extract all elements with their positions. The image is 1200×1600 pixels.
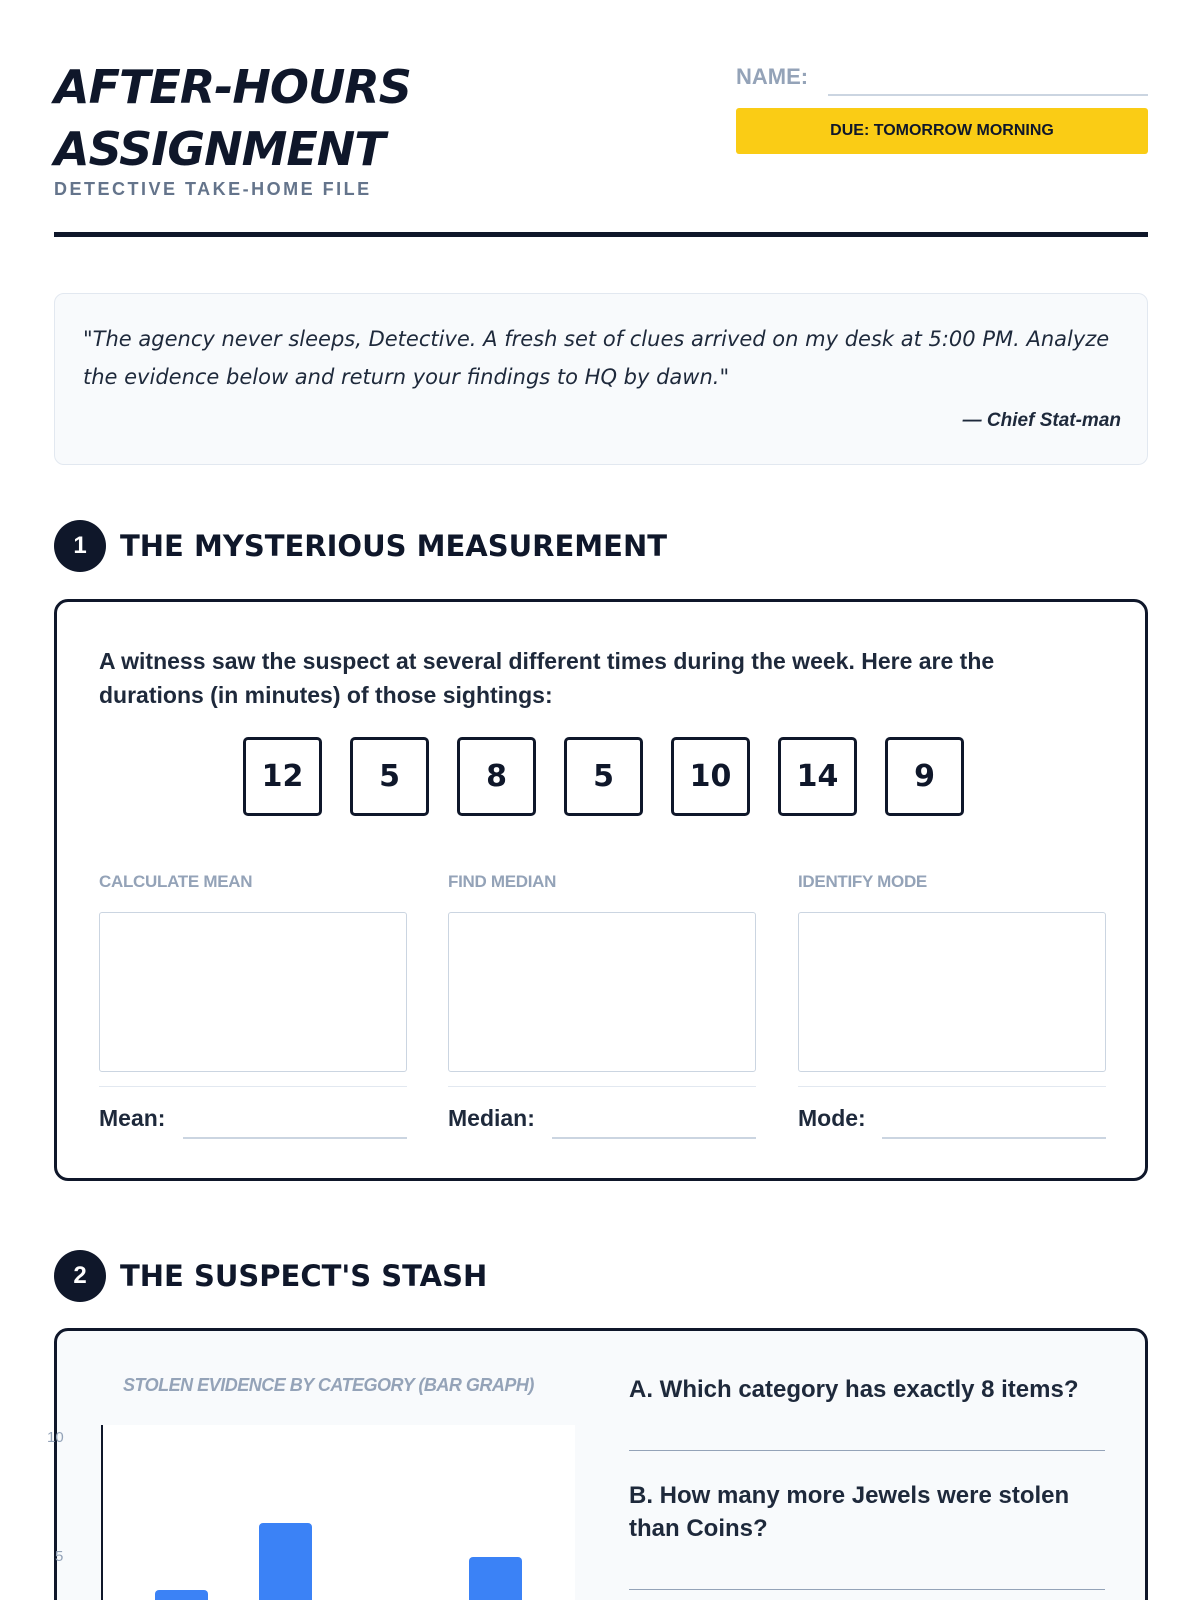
y-tick-label: 5 (55, 1548, 64, 1565)
median-answer-label: Median: (448, 1105, 535, 1131)
data-value-tile: 10 (671, 737, 750, 816)
section-2-card (47, 1328, 1148, 1600)
name-field[interactable] (736, 60, 1148, 94)
section-2-title: THE SUSPECT'S STASH (120, 1259, 488, 1293)
mode-answer-label: Mode: (798, 1105, 866, 1131)
median-work-area[interactable] (448, 912, 756, 1072)
mode-answer-row (798, 1105, 1106, 1139)
page-title (54, 56, 614, 180)
section-2-number: 2 (54, 1250, 106, 1302)
section-1-prompt: A witness saw the suspect at several different times during the week. Here are the durations (in minutes) of those sightings: (99, 648, 995, 708)
y-tick-label: 10 (47, 1429, 64, 1446)
divider (448, 1086, 756, 1087)
name-label: NAME: (736, 64, 809, 89)
data-value-tile: 14 (778, 737, 857, 816)
name-input-line[interactable] (828, 94, 1148, 96)
section-1-card (54, 599, 1148, 1181)
question-b-answer-line[interactable] (629, 1589, 1105, 1590)
mean-task-label: CALCULATE MEAN (99, 872, 253, 891)
mode-column (798, 872, 1106, 1139)
mean-answer-line[interactable] (183, 1137, 407, 1139)
section-1-number: 1 (54, 520, 106, 572)
header-divider (54, 232, 1148, 237)
data-value-tile: 12 (243, 737, 322, 816)
chart-bar (469, 1557, 522, 1600)
title-line-1: AFTER-HOURS (54, 60, 411, 114)
section-1-title: THE MYSTERIOUS MEASUREMENT (120, 529, 668, 563)
chief-quote-box (54, 293, 1148, 465)
quote-attribution: — Chief Stat-man (962, 410, 1121, 431)
mean-work-area[interactable] (99, 912, 407, 1072)
question-a: A. Which category has exactly 8 items? (629, 1376, 1079, 1403)
chart-y-axis (101, 1425, 103, 1600)
quote-text: "The agency never sleeps, Detective. A fresh set of clues arrived on my desk at 5:00 PM. Analyze the evidence below and return your findings to HQ by dawn." (83, 327, 1110, 389)
mode-work-area[interactable] (798, 912, 1106, 1072)
mean-answer-row (99, 1105, 407, 1139)
data-value-tile: 9 (885, 737, 964, 816)
title-line-2: ASSIGNMENT (54, 122, 385, 176)
page-header (54, 56, 1148, 241)
question-b: B. How many more Jewels were stolen than Coins? (629, 1482, 1070, 1542)
divider (99, 1086, 407, 1087)
data-value-tile: 5 (350, 737, 429, 816)
section-2-heading (54, 1250, 487, 1302)
mode-task-label: IDENTIFY MODE (798, 872, 927, 891)
data-value-tile: 8 (457, 737, 536, 816)
chart-bar (155, 1590, 208, 1600)
chart-bar (259, 1523, 312, 1600)
question-a-answer-line[interactable] (629, 1450, 1105, 1451)
mean-answer-label: Mean: (99, 1105, 166, 1131)
median-column (448, 872, 756, 1139)
median-task-label: FIND MEDIAN (448, 872, 557, 891)
median-answer-line[interactable] (552, 1137, 756, 1139)
page-subtitle: DETECTIVE TAKE-HOME FILE (54, 179, 372, 199)
section-1-heading (54, 520, 667, 572)
mode-answer-line[interactable] (882, 1137, 1106, 1139)
data-value-tile: 5 (564, 737, 643, 816)
data-values-row (243, 737, 964, 816)
due-badge: DUE: TOMORROW MORNING (736, 108, 1148, 154)
divider (798, 1086, 1106, 1087)
median-answer-row (448, 1105, 756, 1139)
chart-title: STOLEN EVIDENCE BY CATEGORY (BAR GRAPH) (123, 1375, 534, 1395)
mean-column (99, 872, 407, 1139)
